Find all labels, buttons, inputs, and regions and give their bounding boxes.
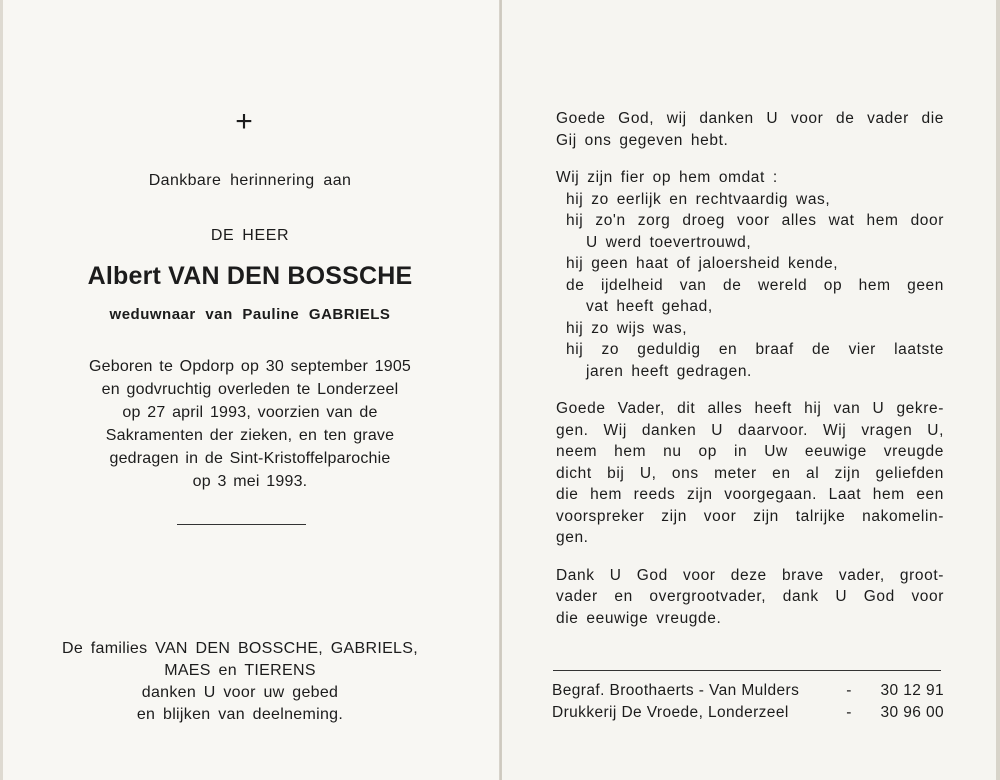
prayer-line: Goede Vader, dit alles heeft hij van U gekre-: [556, 400, 944, 417]
prayer-item: hij zo eerlijk en rechtvaardig was,: [566, 190, 831, 208]
credit-phone: 30 12 91: [880, 682, 944, 699]
prayer-line: Gij ons gegeven hebt.: [556, 131, 729, 149]
credit-dash: -: [846, 704, 852, 721]
paragraph-gap: [556, 382, 944, 398]
credit-name: Drukkerij De Vroede, Londerzeel: [552, 704, 789, 721]
families-line: De families VAN DEN BOSSCHE, GABRIELS,: [62, 640, 418, 657]
divider-right: [553, 670, 941, 671]
card-edge-right: [996, 0, 1000, 780]
deceased-name: Albert VAN DEN BOSSCHE: [87, 262, 413, 290]
prayer-text: [556, 108, 944, 629]
prayer-item: U werd toevertrouwd,: [586, 233, 752, 251]
prayer-line: vader en overgrootvader, dank U God voor: [556, 588, 944, 605]
bio-line: en godvruchtig overleden te Londerzeel: [101, 381, 399, 398]
widower-line: weduwnaar van Pauline GABRIELS: [109, 306, 391, 323]
prayer-item: hij geen haat of jaloersheid kende,: [566, 255, 839, 272]
prayer-line: voorspreker zijn voor zijn talrijke nakomelin-: [556, 507, 944, 525]
cross-symbol: +: [235, 105, 253, 138]
prayer-item: vat heeft gehad,: [586, 298, 713, 315]
prayer-item: hij zo wijs was,: [566, 319, 688, 337]
prayer-line: gen. Wij danken U daarvoor. Wij vragen U,: [556, 421, 944, 439]
prayer-item: hij zo geduldig en braaf de vier laatste: [566, 341, 944, 358]
families-thanks: [0, 638, 490, 726]
credit-dash: -: [846, 682, 852, 699]
bio-line: op 3 mei 1993.: [192, 473, 308, 490]
prayer-line: Wij zijn fier op hem omdat :: [556, 169, 778, 186]
credit-row: [552, 680, 944, 702]
intro-text: Dankbare herinnering aan: [148, 172, 352, 189]
credit-row: [552, 702, 944, 724]
families-line: danken U voor uw gebed: [141, 684, 339, 701]
prayer-line: Dank U God voor deze brave vader, groot-: [556, 566, 944, 584]
honorific-title: DE HEER: [210, 227, 290, 244]
prayer-item: hij zo'n zorg droeg voor alles wat hem door: [566, 212, 944, 229]
credit-phone: 30 96 00: [880, 704, 944, 721]
prayer-line: die eeuwige vreugde.: [556, 609, 722, 627]
printer-credits: [552, 680, 944, 724]
bio-line: op 27 april 1993, voorzien van de: [122, 404, 378, 421]
credit-name: Begraf. Broothaerts - Van Mulders: [552, 682, 800, 699]
paragraph-gap: [556, 549, 944, 565]
prayer-line: dicht bij U, ons meter en al zijn geliefden: [556, 464, 944, 482]
prayer-line: neem hem nu op in Uw eeuwige vreugde: [556, 443, 944, 460]
prayer-line: gen.: [556, 529, 589, 546]
prayer-item: de ijdelheid van de wereld op hem geen: [566, 276, 944, 294]
paragraph-gap: [556, 151, 944, 167]
prayer-line: Goede God, wij danken U voor de vader die: [556, 110, 944, 127]
families-line: MAES en TIERENS: [164, 662, 316, 679]
families-line: en blijken van deelneming.: [136, 706, 344, 723]
biography: [0, 355, 500, 493]
prayer-line: die hem reeds zijn voorgegaan. Laat hem een: [556, 486, 944, 503]
prayer-item: jaren heeft gedragen.: [586, 362, 752, 380]
bio-line: Geboren te Opdorp op 30 september 1905: [88, 358, 412, 375]
bio-line: Sakramenten der zieken, en ten grave: [105, 427, 395, 444]
bio-line: gedragen in de Sint-Kristoffelparochie: [109, 450, 391, 467]
divider-left: [177, 524, 306, 525]
